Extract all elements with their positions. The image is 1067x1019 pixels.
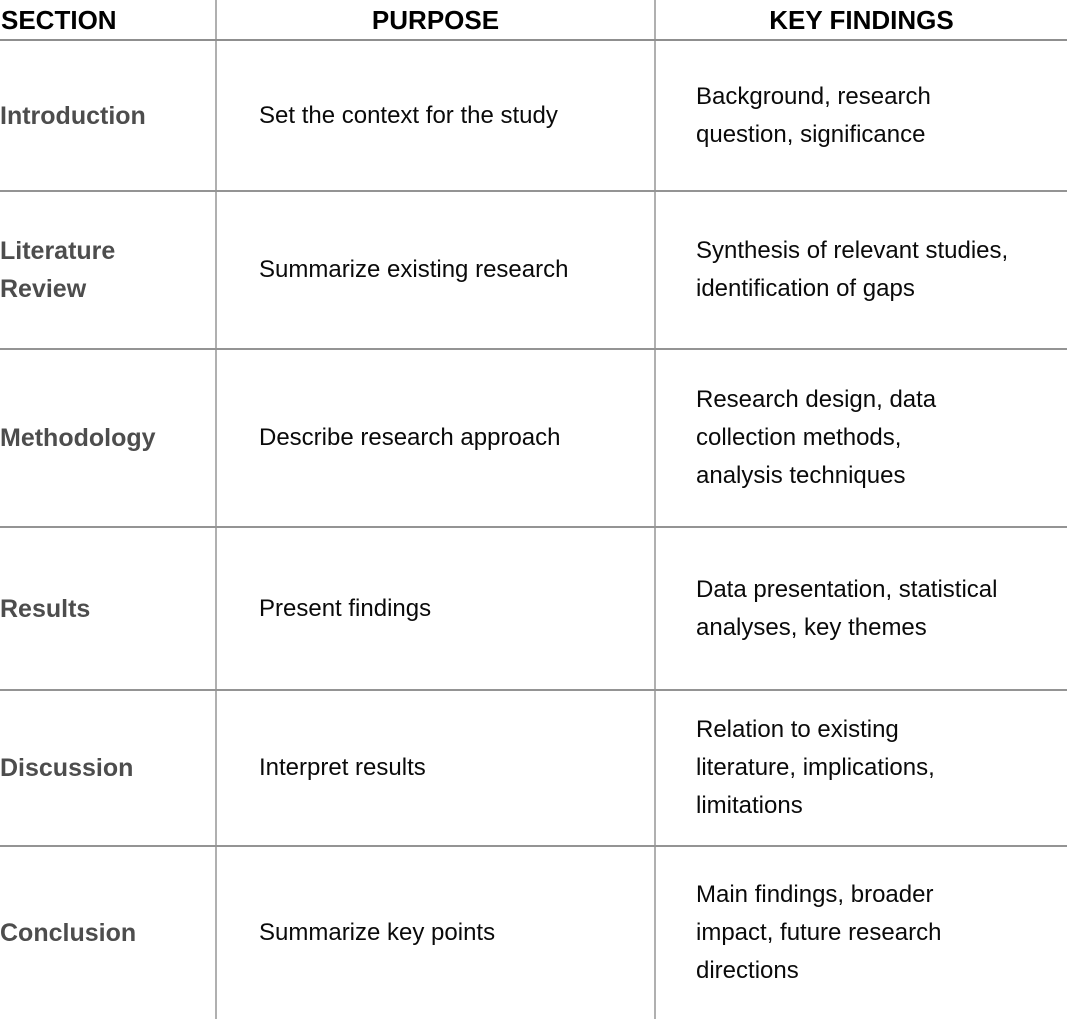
- column-header-key-findings: KEY FINDINGS: [655, 0, 1067, 40]
- column-header-purpose: PURPOSE: [216, 0, 655, 40]
- purpose-cell: Summarize key points: [216, 846, 655, 1019]
- key-findings-cell: Relation to existing literature, implications, limitations: [655, 690, 1067, 846]
- table-row-literature-review: [0, 191, 1067, 349]
- table-row-methodology: [0, 349, 1067, 527]
- key-findings-cell: Synthesis of relevant studies, identification of gaps: [655, 191, 1067, 349]
- section-cell: Conclusion: [0, 919, 137, 947]
- section-cell: Results: [0, 527, 216, 690]
- column-header-section: SECTION: [0, 0, 216, 40]
- table-header-row: [0, 0, 1067, 40]
- purpose-cell: Interpret results: [216, 690, 655, 846]
- section-cell: Discussion: [0, 690, 216, 846]
- key-findings-cell: Research design, data collection methods, analysis techniques: [655, 349, 1067, 527]
- purpose-cell: Set the context for the study: [216, 40, 655, 191]
- key-findings-cell: Data presentation, statistical analyses, key themes: [655, 527, 1067, 690]
- key-findings-cell: Main findings, broader impact, future research directions: [655, 846, 1067, 1019]
- section-cell: Literature Review: [0, 191, 216, 349]
- table-row-discussion: [0, 690, 1067, 846]
- table-row-results: [0, 527, 1067, 690]
- purpose-cell: Summarize existing research: [216, 191, 655, 349]
- section-cell: Methodology: [0, 349, 216, 527]
- table-row-introduction: [0, 40, 1067, 191]
- purpose-cell: Describe research approach: [216, 349, 655, 527]
- section-cell: Introduction: [0, 40, 216, 191]
- key-findings-cell: Background, research question, significance: [655, 40, 1067, 191]
- table-row-conclusion: [0, 846, 1067, 1019]
- purpose-cell: Present findings: [216, 527, 655, 690]
